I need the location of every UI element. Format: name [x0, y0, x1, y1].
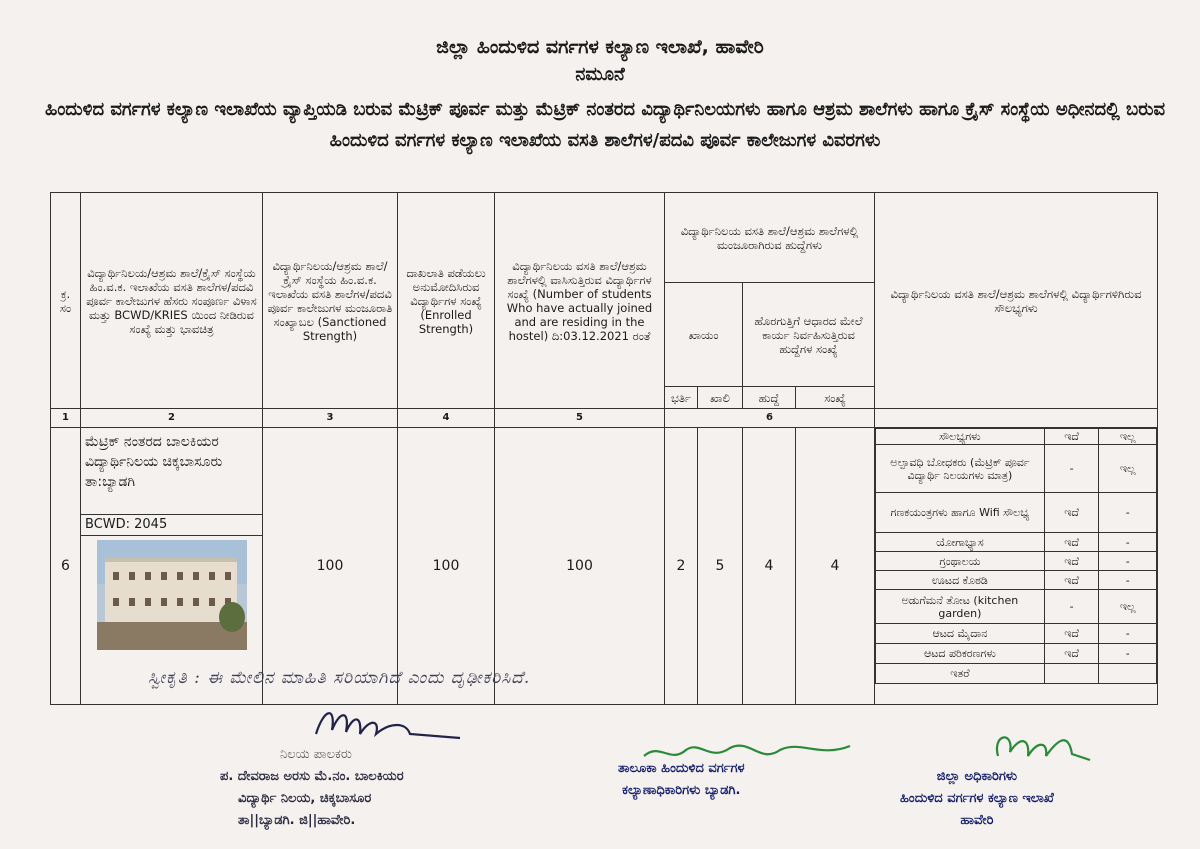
facility-no: - — [1099, 624, 1157, 644]
facility-name: ಆಟದ ಪರಿಕರಣಗಳು — [876, 644, 1045, 664]
facility-name: ಗಣಕಯಂತ್ರಗಳು ಹಾಗೂ Wifi ಸೌಲಭ್ಯ — [876, 493, 1045, 533]
residing-students: 100 — [495, 428, 665, 705]
facility-yes: - — [1044, 590, 1099, 624]
col-name-header: ವಿದ್ಯಾರ್ಥಿನಿಲಯ/ಆಶ್ರಮ ಶಾಲೆ/ಕ್ರೈಸ್ ಸಂಸ್ಥೆಯ ಹಿಂ.ವ.ಕ. ಇಲಾಖೆಯ ವಸತಿ ಶಾಲೆಗಳ/ಪದವಿ ಪೂರ್ವ ಕಾಲೇಜುಗಳ ಹೆಸರು ಸಂಪೂರ್ಣ ವಿಳಾಸ ಮತ್ತು BCWD/KRIES ಯಿಂದ ನೀಡಿರುವ ಸಂಖ್ಯೆ ಮತ್ತು ಭಾವಚಿತ್ರ — [81, 193, 263, 409]
serial-number: 6 — [51, 428, 81, 705]
facility-no: ಇಲ್ಲ — [1099, 590, 1157, 624]
facility-yes: ಇದೆ — [1044, 624, 1099, 644]
facility-row — [876, 624, 1157, 644]
facility-row — [876, 664, 1157, 684]
handwritten-acknowledgement: ಸ್ವೀಕೃತಿ : ಈ ಮೇಲಿನ ಮಾಹಿತಿ ಸರಿಯಾಗಿದೆ ಎಂದು ದೃಢೀಕರಿಸಿದೆ. — [148, 668, 531, 688]
signature-block-district-officer — [900, 766, 1054, 832]
facility-no: - — [1099, 644, 1157, 664]
enrolled-strength: 100 — [398, 428, 495, 705]
col-permanent-header: ಖಾಯಂ — [665, 283, 743, 387]
col-number: 6 — [665, 409, 875, 428]
facility-head: ಇಲ್ಲ — [1099, 429, 1157, 445]
header-subtitle: ನಮೂನೆ — [575, 64, 625, 85]
facility-row — [876, 571, 1157, 590]
col-facilities-header: ವಿದ್ಯಾರ್ಥಿನಿಲಯ ವಸತಿ ಶಾಲೆ/ಆಶ್ರಮ ಶಾಲೆಗಳಲ್ಲಿ ವಿದ್ಯಾರ್ಥಿಗಳಿಗಿರುವ ಸೌಲಭ್ಯಗಳು — [875, 193, 1158, 409]
col-count-header: ಸಂಖ್ಯೆ — [796, 387, 875, 409]
facility-yes: ಇದೆ — [1044, 493, 1099, 533]
facility-no — [1099, 664, 1157, 684]
facility-name: ಊಟದ ಕೊಠಡಿ — [876, 571, 1045, 590]
facility-row — [876, 533, 1157, 552]
col-residing-header: ವಿದ್ಯಾರ್ಥಿನಿಲಯ ವಸತಿ ಶಾಲೆ/ಆಶ್ರಮ ಶಾಲೆಗಳಲ್ಲಿ ವಾಸಿಸುತ್ತಿರುವ ವಿದ್ಯಾರ್ಥಿಗಳ ಸಂಖ್ಯೆ (Number of students Who have actually joined and are residing in the hostel) ದಿ:03.12.2021 ರಂತೆ — [495, 193, 665, 409]
facility-no: - — [1099, 571, 1157, 590]
facility-name: ಯೋಗಾಭ್ಯಾಸ — [876, 533, 1045, 552]
signature-block-taluk-officer — [618, 758, 745, 802]
header-description: ಹಿಂದುಳಿದ ವರ್ಗಗಳ ಕಲ್ಯಾಣ ಇಲಾಖೆಯ ವ್ಯಾಪ್ತಿಯಡಿ ಬರುವ ಮೆಟ್ರಿಕ್ ಪೂರ್ವ ಮತ್ತು ಮೆಟ್ರಿಕ್ ನಂತರದ ವಿದ್ಯಾರ್ಥಿನಿಲಯಗಳು ಹಾಗೂ ಆಶ್ರಮ ಶಾಲೆಗಳು ಹಾಗೂ ಕ್ರೈಸ್ ಸಂಸ್ಥೆಯ ಅಧೀನದಲ್ಲಿ ಬರುವ ಹಿಂದುಳಿದ ವರ್ಗಗಳ ಕಲ್ಯಾಣ ಇಲಾಖೆಯ ವಸತಿ ಶಾಲೆಗಳ/ಪದವಿ ಪೂರ್ವ ಕಾಲೇಜುಗಳ ವಿವರಗಳು — [44, 99, 1166, 151]
posts-vacant: 5 — [698, 428, 743, 705]
col-post-header: ಹುದ್ದೆ — [743, 387, 796, 409]
hostel-name: ಮೆಟ್ರಿಕ್ ನಂತರದ ಬಾಲಕಿಯರ ವಿದ್ಯಾರ್ಥಿನಿಲಯ ಚಿಕ್ಕಬಾಸೂರು ತಾ:ಬ್ಯಾಡಗಿ — [81, 428, 262, 515]
col-outsourced-header: ಹೊರಗುತ್ತಿಗೆ ಆಧಾರದ ಮೇಲೆ ಕಾರ್ಯ ನಿರ್ವಹಿಸುತ್ತಿರುವ ಹುದ್ದೆಗಳ ಸಂಖ್ಯೆ — [743, 283, 875, 387]
facility-no: - — [1099, 533, 1157, 552]
facility-yes: ಇದೆ — [1044, 571, 1099, 590]
col-vacant-header: ಖಾಲಿ — [698, 387, 743, 409]
facility-row — [876, 644, 1157, 664]
col-enrolled-header: ದಾಖಲಾತಿ ಪಡೆಯಲು ಅನುಮೋದಿಸಿರುವ ವಿದ್ಯಾರ್ಥಿಗಳ ಸಂಖ್ಯೆ (Enrolled Strength) — [398, 193, 495, 409]
col-number: 5 — [495, 409, 665, 428]
col-posts-header: ವಿದ್ಯಾರ್ಥಿನಿಲಯ ವಸತಿ ಶಾಲೆ/ಆಶ್ರಮ ಶಾಲೆಗಳಲ್ಲಿ ಮಂಜೂರಾಗಿರುವ ಹುದ್ದೆಗಳು — [665, 193, 875, 283]
facility-name: ಅಲ್ಪಾವಧಿ ಬೋಧಕರು (ಮೆಟ್ರಿಕ್ ಪೂರ್ವ ವಿದ್ಯಾರ್ಥಿ ನಿಲಯಗಳು ಮಾತ್ರ) — [876, 445, 1045, 493]
col-serial-header: ಕ್ರ. ಸಂ — [51, 193, 81, 409]
facility-no: - — [1099, 552, 1157, 571]
sig-line: ತಾಲೂಕಾ ಹಿಂದುಳಿದ ವರ್ಗಗಳ — [618, 761, 745, 776]
sig-line: ಹಾವೇರಿ — [960, 813, 994, 828]
facility-row — [876, 493, 1157, 533]
facility-row — [876, 590, 1157, 624]
hostel-cell — [81, 428, 263, 705]
col-number: 1 — [51, 409, 81, 428]
signature-1 — [310, 700, 480, 750]
sig-line: ಜಿಲ್ಲಾ ಅಧಿಕಾರಿಗಳು — [936, 769, 1018, 784]
hostel-photo — [97, 540, 247, 650]
sig-line: ಪ. ದೇವರಾಜ ಅರಸು ಮೆ.ನಂ. ಬಾಲಕಿಯರ — [220, 769, 404, 784]
facility-no: - — [1099, 493, 1157, 533]
facilities-table — [875, 428, 1157, 684]
hostel-code: BCWD: 2045 — [81, 515, 262, 536]
facility-name: ಆಟದ ಮೈದಾನ — [876, 624, 1045, 644]
facility-no: ಇಲ್ಲ — [1099, 445, 1157, 493]
facility-name: ಇತರೆ — [876, 664, 1045, 684]
sig-line: ವಿದ್ಯಾರ್ಥಿ ನಿಲಯ, ಚಿಕ್ಕಬಾಸೂರ — [238, 791, 372, 806]
outsourced-count: 4 — [796, 428, 875, 705]
facility-yes: ಇದೆ — [1044, 533, 1099, 552]
col-number: 4 — [398, 409, 495, 428]
sig-line: ಕಲ್ಯಾಣಾಧಿಕಾರಿಗಳು ಬ್ಯಾಡಗಿ. — [622, 783, 741, 798]
facility-yes: ಇದೆ — [1044, 552, 1099, 571]
col-number: 2 — [81, 409, 263, 428]
col-number: 3 — [263, 409, 398, 428]
sanctioned-strength: 100 — [263, 428, 398, 705]
col-filled-header: ಭರ್ತಿ — [665, 387, 698, 409]
facility-yes — [1044, 664, 1099, 684]
facility-name: ಗ್ರಂಥಾಲಯ — [876, 552, 1045, 571]
facility-row — [876, 445, 1157, 493]
header-title: ಜಿಲ್ಲಾ ಹಿಂದುಳಿದ ವರ್ಗಗಳ ಕಲ್ಯಾಣ ಇಲಾಖೆ, ಹಾವೇರಿ — [436, 36, 764, 58]
facility-row — [876, 552, 1157, 571]
details-table — [50, 192, 1158, 705]
posts-filled: 2 — [665, 428, 698, 705]
facility-yes: - — [1044, 445, 1099, 493]
col-sanctioned-header: ವಿದ್ಯಾರ್ಥಿನಿಲಯ/ಆಶ್ರಮ ಶಾಲೆ/ಕ್ರೈಸ್ ಸಂಸ್ಥೆಯ ಹಿಂ.ವ.ಕ. ಇಲಾಖೆಯ ವಸತಿ ಶಾಲೆಗಳ/ಪದವಿ ಪೂರ್ವ ಕಾಲೇಜುಗಳ ಮಂಜೂರಾತಿ ಸಂಖ್ಯಾಬಲ (Sanctioned Strength) — [263, 193, 398, 409]
facility-head: ಸೌಲಭ್ಯಗಳು — [876, 429, 1045, 445]
sig-line: ನಿಲಯ ಪಾಲಕರು — [280, 747, 352, 762]
table-row — [51, 428, 1158, 705]
facility-head: ಇದೆ — [1044, 429, 1099, 445]
facility-name: ಅಡುಗೆಮನೆ ತೋಟ (kitchen garden) — [876, 590, 1045, 624]
outsourced-posts: 4 — [743, 428, 796, 705]
facilities-cell — [875, 428, 1158, 705]
sig-line: ತಾ||ಬ್ಯಾಡಗಿ. ಜಿ||ಹಾವೇರಿ. — [238, 813, 356, 828]
facility-yes: ಇದೆ — [1044, 644, 1099, 664]
signature-block-warden — [220, 744, 404, 832]
sig-line: ಹಿಂದುಳಿದ ವರ್ಗಗಳ ಕಲ್ಯಾಣ ಇಲಾಖೆ — [900, 791, 1054, 806]
